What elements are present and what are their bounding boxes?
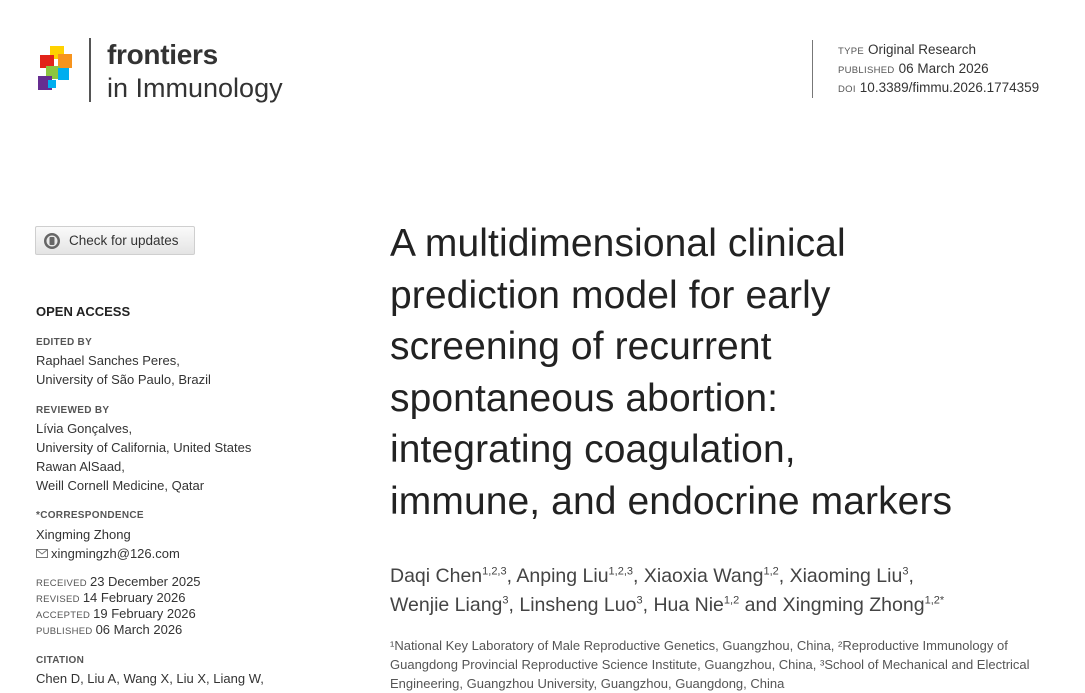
correspondence-label: *CORRESPONDENCE: [36, 510, 144, 521]
check-for-updates-button[interactable]: [35, 226, 195, 255]
author-line-2: [390, 591, 1080, 620]
author-affiliation-sup: 1,2: [723, 594, 740, 607]
author-separator: and: [739, 594, 783, 616]
author-list: [390, 562, 1080, 620]
meta-value: Original Research: [868, 42, 977, 57]
author-affiliation-sup: 1,2,3: [608, 565, 634, 578]
article-title: [390, 218, 1070, 527]
author-name[interactable]: Daqi Chen: [390, 565, 483, 587]
date-value: 23 December 2025: [89, 574, 201, 589]
journal-name: in Immunology: [107, 73, 283, 103]
author-name[interactable]: Anping Liu: [516, 565, 609, 587]
author-separator: ,: [508, 594, 520, 616]
author-affiliation-sup: 1,2,3: [482, 565, 507, 578]
edited-by-label: EDITED BY: [36, 337, 93, 348]
title-line: integrating coagulation,: [390, 428, 796, 471]
meta-key: TYPE: [838, 46, 865, 57]
affiliations: ¹National Key Laboratory of Male Reproductive Genetics, Guangzhou, China, ²Reproductive Immunology of Guangdong Provincial Reproductive Science Institute, Guangzhou, China, ³School of Mechanical and Electrical Engineering, Guangzhou University, Guangzhou, Guangdong, China: [390, 638, 1030, 691]
frontiers-logo-icon: [36, 46, 76, 94]
correspondence-email[interactable]: [36, 544, 180, 563]
meta-divider: [812, 40, 813, 98]
title-line: immune, and endocrine markers: [390, 479, 953, 523]
brand-divider: [89, 38, 91, 102]
author-separator: ,: [642, 594, 654, 616]
author-affiliation-sup: 3: [636, 594, 643, 607]
author-separator: ,: [633, 565, 644, 587]
mail-icon: [36, 549, 48, 558]
author-name[interactable]: Linsheng Luo: [519, 594, 637, 616]
date-key: PUBLISHED: [36, 626, 93, 637]
date-value: 14 February 2026: [82, 590, 186, 605]
date-key: REVISED: [36, 594, 80, 605]
title-line: screening of recurrent: [390, 325, 772, 368]
brand-name: frontiers: [107, 39, 218, 70]
author-separator: ,: [908, 565, 914, 587]
date-key: ACCEPTED: [36, 610, 91, 621]
reviewed-by-label: REVIEWED BY: [36, 405, 110, 416]
author-name[interactable]: Xiaoming Liu: [789, 565, 903, 587]
published-date-sidebar: [36, 622, 182, 640]
reviewer-name: Rawan AlSaad,: [36, 459, 125, 474]
author-affiliation-sup: 3: [502, 594, 509, 607]
author-affiliation-sup: 1,2: [763, 565, 779, 578]
correspondence-name: Xingming Zhong: [36, 527, 131, 542]
date-value: 06 March 2026: [95, 622, 183, 637]
citation-label: CITATION: [36, 655, 85, 666]
meta-key: DOI: [838, 84, 856, 95]
update-icon: [43, 232, 61, 250]
reviewer-name: Lívia Gonçalves,: [36, 421, 133, 436]
author-name[interactable]: Wenjie Liang: [390, 594, 503, 616]
open-access-label: OPEN ACCESS: [36, 304, 131, 319]
author-name[interactable]: Xiaoxia Wang: [643, 565, 764, 587]
author-name[interactable]: Hua Nie: [653, 594, 724, 616]
date-value: 19 February 2026: [93, 606, 196, 621]
citation-text: Chen D, Liu A, Wang X, Liu X, Liang W,: [36, 671, 264, 686]
author-separator: ,: [778, 565, 790, 587]
author-affiliation-sup: 1,2*: [924, 594, 945, 607]
author-affiliation-sup: 3: [902, 565, 909, 578]
reviewer-affiliation: University of California, United States: [36, 440, 252, 455]
author-name[interactable]: Xingming Zhong: [782, 594, 925, 616]
published-date: [838, 59, 989, 80]
editor-name: Raphael Sanches Peres,: [36, 353, 180, 368]
date-key: RECEIVED: [36, 578, 87, 589]
title-line: prediction model for early: [390, 273, 831, 317]
doi-link[interactable]: 10.3389/fimmu.2026.1774359: [859, 80, 1040, 95]
title-line: spontaneous abortion:: [390, 376, 779, 420]
article-type: [838, 40, 976, 61]
check-for-updates-label: Check for updates: [69, 233, 179, 248]
title-line: A multidimensional clinical: [390, 222, 846, 265]
editor-affiliation: University of São Paulo, Brazil: [36, 372, 211, 387]
doi[interactable]: [838, 78, 1039, 99]
email-link[interactable]: xingmingzh@126.com: [51, 546, 180, 561]
author-line-1: [390, 562, 1080, 591]
meta-value: 06 March 2026: [898, 61, 989, 76]
meta-key: PUBLISHED: [838, 65, 895, 76]
author-separator: ,: [506, 565, 517, 587]
reviewer-affiliation: Weill Cornell Medicine, Qatar: [36, 478, 205, 493]
